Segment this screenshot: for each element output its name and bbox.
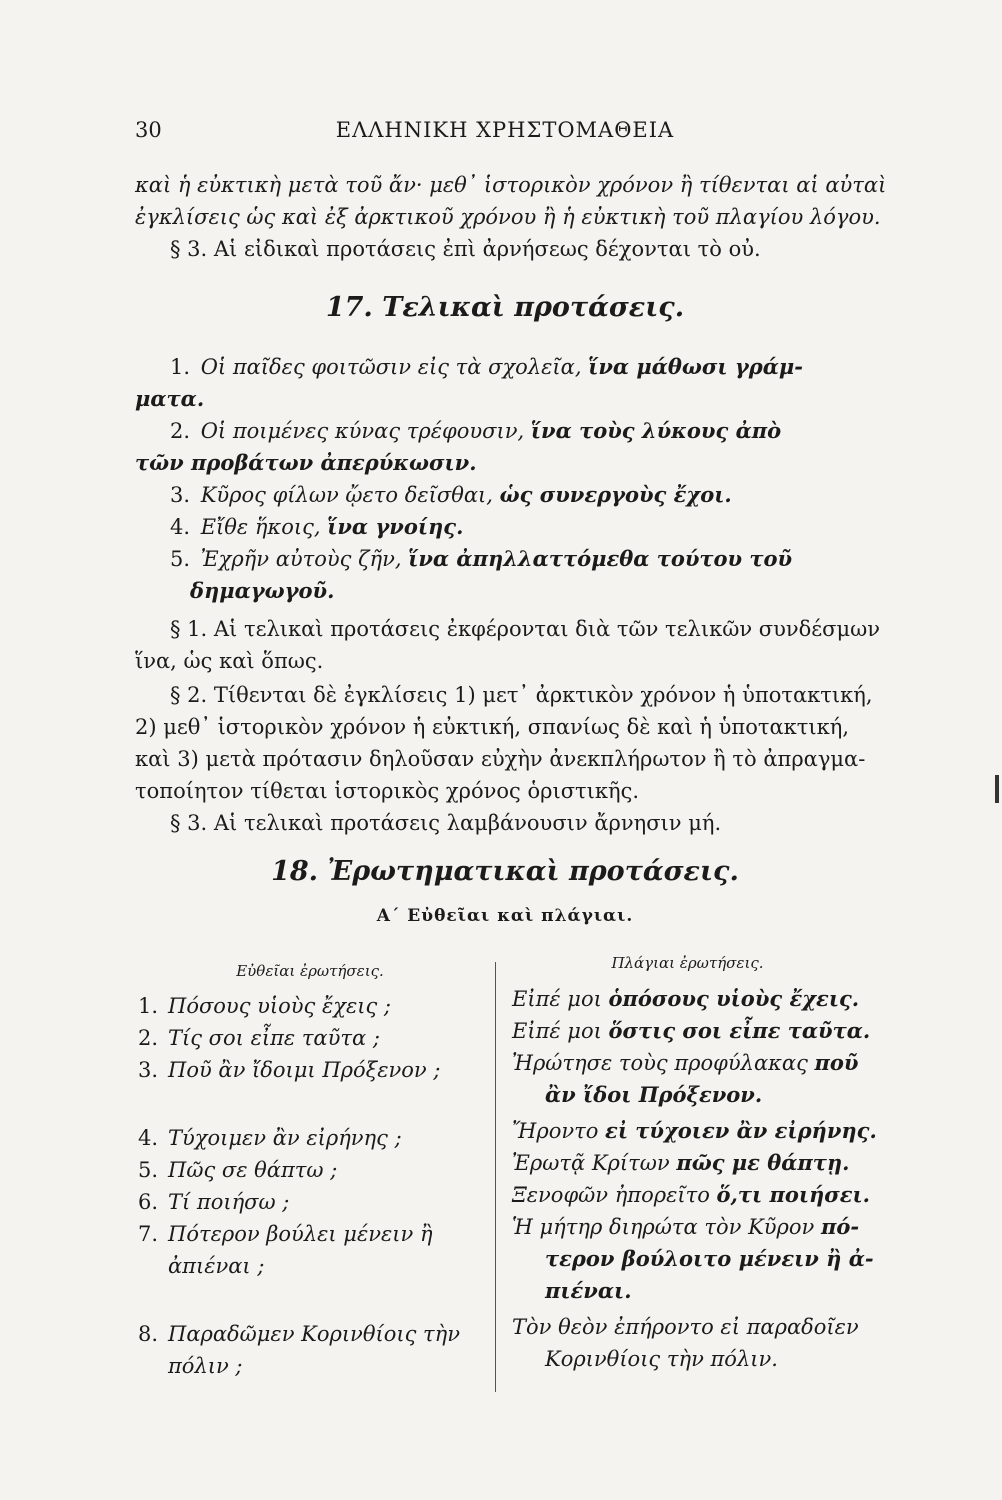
example-17-4: 4. Εἴθε ἥκοις, ἵνα γνοίης. <box>170 514 464 539</box>
rule-17-2c: καὶ 3) μετὰ πρότασιν δηλοῦσαν εὐχὴν ἀνεκπλήρωτον ἢ τὸ ἀπραγμα- <box>135 747 866 771</box>
indirect-answer: Τὸν θεὸν ἐπήροντο εἰ παραδοῖεν <box>512 1315 859 1339</box>
rule-17-2d: τοποίητον τίθεται ἱστορικὸς χρόνος ὁριστικῆς. <box>135 779 640 803</box>
column-divider <box>495 962 496 1392</box>
indirect-questions-heading: Πλάγιαι ἐρωτήσεις. <box>611 954 764 972</box>
example-17-5-cont: δημαγωγοῦ. <box>190 578 335 603</box>
rule-17-2a: § 2. Τίθενται δὲ ἐγκλίσεις 1) μετ᾽ ἀρκτικὸν χρόνον ἡ ὑποτακτική, <box>170 683 873 707</box>
indirect-answer: Ἠρώτησε τοὺς προφύλακας ποῦ <box>512 1050 859 1075</box>
direct-questions-heading: Εὐθεῖαι ἐρωτήσεις. <box>236 962 384 980</box>
indirect-answer-cont: πιέναι. <box>545 1278 632 1303</box>
intro-rule-3: § 3. Αἱ εἰδικαὶ προτάσεις ἐπὶ ἀρνήσεως δέχονται τὸ οὐ. <box>170 237 761 261</box>
indirect-answer-cont: Κορινθίοις τὴν πόλιν. <box>545 1347 778 1371</box>
section-18-subtitle: Α΄ Εὐθεῖαι καὶ πλάγιαι. <box>376 906 634 926</box>
direct-question: 4. Τύχοιμεν ἂν εἰρήνης ; <box>137 1126 402 1150</box>
example-17-2: 2. Οἱ ποιμένες κύνας τρέφουσιν, ἵνα τοὺς λύκους ἀπὸ <box>170 418 782 443</box>
direct-question: 3. Ποῦ ἂν ἴδοιμι Πρόξενον ; <box>137 1058 441 1082</box>
example-17-3: 3. Κῦρος φίλων ᾤετο δεῖσθαι, ὡς συνεργοὺς ἔχοι. <box>170 482 732 507</box>
intro-line-1: καὶ ἡ εὐκτικὴ μετὰ τοῦ ἄν· μεθ᾽ ἱστορικὸν χρόνον ἢ τίθενται αἱ αὐταὶ <box>135 173 887 197</box>
direct-question-cont: ἀπιέναι ; <box>168 1254 265 1278</box>
direct-question: 5. Πῶς σε θάπτω ; <box>137 1158 338 1182</box>
section-17-title: 17. Τελικαὶ προτάσεις. <box>325 292 685 323</box>
direct-question: 6. Τί ποιήσω ; <box>137 1190 290 1214</box>
example-17-1: 1. Οἱ παῖδες φοιτῶσιν εἰς τὰ σχολεῖα, ἵνα μάθωσι γράμ- <box>170 354 803 379</box>
section-18-title: 18. Ἐρωτηματικαὶ προτάσεις. <box>271 856 739 887</box>
indirect-answer-cont: ἂν ἴδοι Πρόξενον. <box>545 1082 763 1107</box>
indirect-answer: Ἡ μήτηρ διηρώτα τὸν Κῦρον πό- <box>512 1214 860 1239</box>
indirect-answer: Ξενοφῶν ἠπορεῖτο ὅ,τι ποιήσει. <box>512 1182 870 1207</box>
direct-question-cont: πόλιν ; <box>168 1354 243 1378</box>
indirect-answer: Εἰπέ μοι ὅστις σοι εἶπε ταῦτα. <box>512 1018 871 1043</box>
example-17-2-cont: τῶν προβάτων ἀπερύκωσιν. <box>135 450 477 475</box>
scan-edge-mark <box>995 775 999 803</box>
running-title: ΕΛΛΗΝΙΚΗ ΧΡΗΣΤΟΜΑΘΕΙΑ <box>335 118 675 142</box>
rule-17-2b: 2) μεθ᾽ ἱστορικὸν χρόνον ἡ εὐκτική, σπανίως δὲ καὶ ἡ ὑποτακτική, <box>135 715 849 739</box>
direct-question: 1. Πόσους υἱοὺς ἔχεις ; <box>137 994 391 1018</box>
direct-question: 8. Παραδῶμεν Κορινθίοις τὴν <box>137 1322 460 1346</box>
example-17-1-cont: ματα. <box>135 386 205 411</box>
intro-line-2: ἐγκλίσεις ὡς καὶ ἐξ ἀρκτικοῦ χρόνου ἢ ἡ εὐκτικὴ τοῦ πλαγίου λόγου. <box>135 205 881 229</box>
indirect-answer: Ἐρωτᾷ Κρίτων πῶς με θάπτῃ. <box>512 1150 850 1175</box>
rule-17-3: § 3. Αἱ τελικαὶ προτάσεις λαμβάνουσιν ἄρνησιν μή. <box>170 811 722 835</box>
page-header <box>135 118 875 148</box>
rule-17-1b: ἵνα, ὡς καὶ ὅπως. <box>135 649 324 673</box>
example-17-5: 5. Ἐχρῆν αὐτοὺς ζῆν, ἵνα ἀπηλλαττόμεθα τούτου τοῦ <box>170 546 793 571</box>
direct-question: 2. Τίς σοι εἶπε ταῦτα ; <box>137 1026 380 1050</box>
direct-question: 7. Πότερον βούλει μένειν ἢ <box>137 1222 433 1246</box>
indirect-answer: Εἰπέ μοι ὁπόσους υἱοὺς ἔχεις. <box>512 986 860 1011</box>
indirect-answer: Ἤροντο εἰ τύχοιεν ἂν εἰρήνης. <box>512 1118 877 1143</box>
rule-17-1a: § 1. Αἱ τελικαὶ προτάσεις ἐκφέρονται διὰ τῶν τελικῶν συνδέσμων <box>170 617 881 641</box>
page-number: 30 <box>135 118 162 142</box>
indirect-answer-cont: τερον βούλοιτο μένειν ἢ ἀ- <box>545 1246 874 1271</box>
